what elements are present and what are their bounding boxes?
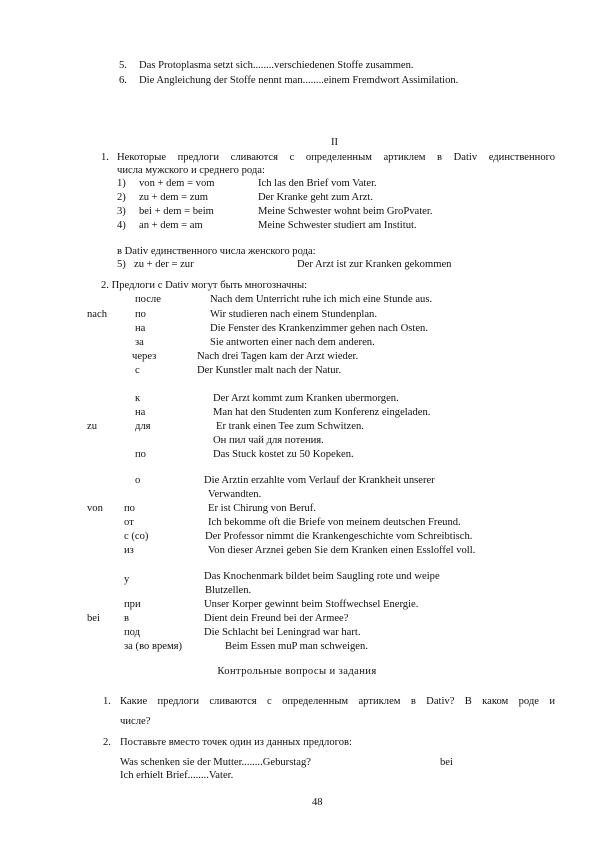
preposition-label: von bbox=[87, 503, 103, 514]
meaning: для bbox=[135, 421, 151, 432]
meaning: по bbox=[124, 503, 135, 514]
meaning: за bbox=[135, 337, 144, 348]
contraction-example: Meine Schwester wohnt beim GroPvater. bbox=[258, 206, 433, 217]
example: Nach drei Tagen kam der Arzt wieder. bbox=[197, 351, 359, 362]
example: Unser Korper gewinnt beim Stoffwechsel Energie. bbox=[204, 599, 419, 610]
meaning: в bbox=[124, 613, 130, 624]
example: Die Fenster des Krankenzimmer gehen nach Osten. bbox=[210, 323, 428, 334]
meaning: с (со) bbox=[124, 531, 149, 542]
meaning: на bbox=[135, 323, 146, 334]
exercise-line: Was schenken sie der Mutter........Geburstag? bbox=[120, 757, 311, 768]
example: Verwandten. bbox=[208, 489, 262, 500]
contraction-num: 1) bbox=[117, 178, 126, 189]
contraction-rule: zu + dem = zum bbox=[139, 192, 209, 203]
preposition-label: nach bbox=[87, 309, 107, 320]
question-text-line2: числе? bbox=[120, 716, 151, 727]
meaning: по bbox=[135, 309, 146, 320]
example: Beim Essen muP man schweigen. bbox=[225, 641, 368, 652]
question-text: Поставьте вместо точек один из данных предлогов: bbox=[120, 737, 352, 748]
example: Wir studieren nach einem Stundenplan. bbox=[210, 309, 377, 320]
list-item: Das Protoplasma setzt sich........verschiedenen Stoffe zusammen. bbox=[139, 60, 414, 71]
example: Die Arztin erzahlte vom Verlauf der Krankheit unserer bbox=[204, 475, 435, 486]
paragraph-text-line2: числа мужского и среднего рода: bbox=[117, 165, 265, 176]
example: Der Kunstler malt nach der Natur. bbox=[197, 365, 342, 376]
meaning: за (во время) bbox=[124, 641, 183, 652]
contraction-example: Der Kranke geht zum Arzt. bbox=[258, 192, 374, 203]
example: Er ist Chirung von Beruf. bbox=[208, 503, 316, 514]
meaning: при bbox=[124, 599, 141, 610]
meaning: от bbox=[124, 517, 134, 528]
question-number: 2. bbox=[103, 737, 111, 748]
example: Von dieser Arznei geben Sie dem Kranken einen Essloffel voll. bbox=[208, 545, 476, 556]
exercise-line: Ich erhielt Brief........Vater. bbox=[120, 770, 234, 781]
preposition-label: zu bbox=[87, 421, 97, 432]
list-num: 5. bbox=[119, 60, 127, 71]
meaning: к bbox=[135, 393, 141, 404]
meaning: о bbox=[135, 475, 141, 486]
list-item: Die Angleichung der Stoffe nennt man........einem Fremdwort Assimilation. bbox=[139, 75, 459, 86]
example: Das Stuck kostet zu 50 Kopeken. bbox=[213, 449, 354, 460]
option-word: bei bbox=[440, 757, 453, 768]
contraction-num: 4) bbox=[117, 220, 126, 231]
item-number: 1. bbox=[101, 152, 109, 163]
list-num: 6. bbox=[119, 75, 127, 86]
contraction-rule: bei + dem = beim bbox=[139, 206, 214, 217]
paragraph-text: Некоторые предлоги сливаются с определенным артиклем в Dativ единственного bbox=[117, 152, 555, 163]
example: Ich bekomme oft die Briefe von meinem deutschen Freund. bbox=[208, 517, 461, 528]
page-number: 48 bbox=[312, 797, 323, 808]
example: Er trank einen Tee zum Schwitzen. bbox=[216, 421, 364, 432]
meaning: у bbox=[124, 574, 130, 585]
contraction-example: Ich las den Brief vom Vater. bbox=[258, 178, 377, 189]
contraction-rule: an + dem = am bbox=[139, 220, 203, 231]
preposition-label: bei bbox=[87, 613, 100, 624]
section-heading: 2. Предлоги с Dativ могут быть многозначны: bbox=[101, 280, 308, 291]
example: Der Arzt kommt zum Kranken ubermorgen. bbox=[213, 393, 399, 404]
meaning: под bbox=[124, 627, 141, 638]
example: Sie antworten einer nach dem anderen. bbox=[210, 337, 375, 348]
meaning: по bbox=[135, 449, 146, 460]
meaning: после bbox=[135, 294, 161, 305]
meaning: через bbox=[132, 351, 157, 362]
section-number: II bbox=[331, 137, 339, 148]
contraction-num: 2) bbox=[117, 192, 126, 203]
contraction-example: Meine Schwester studiert am Institut. bbox=[258, 220, 417, 231]
contraction-num: 5) bbox=[117, 259, 126, 270]
example: Dient dein Freund bei der Armee? bbox=[204, 613, 349, 624]
contraction-example: Der Arzt ist zur Kranken gekommen bbox=[297, 259, 452, 270]
example: Blutzellen. bbox=[205, 585, 252, 596]
example: Он пил чай для потения. bbox=[213, 435, 324, 446]
contraction-rule: von + dem = vom bbox=[139, 178, 215, 189]
example: Die Schlacht bei Leningrad war hart. bbox=[204, 627, 361, 638]
meaning: с bbox=[135, 365, 140, 376]
control-title: Контрольные вопросы и задания bbox=[217, 666, 377, 677]
example: Der Professor nimmt die Krankengeschichte vom Schreibtisch. bbox=[205, 531, 473, 542]
meaning: из bbox=[124, 545, 134, 556]
contraction-rule: zu + der = zur bbox=[134, 259, 194, 270]
example: Nach dem Unterricht ruhe ich mich eine Stunde aus. bbox=[210, 294, 433, 305]
meaning: на bbox=[135, 407, 146, 418]
example: Das Knochenmark bildet beim Saugling rote und weipe bbox=[204, 571, 440, 582]
question-number: 1. bbox=[103, 696, 111, 707]
feminine-heading: в Dativ единственного числа женского рода: bbox=[117, 246, 316, 257]
contraction-num: 3) bbox=[117, 206, 126, 217]
question-text: Какие предлоги сливаются с определенным артиклем в Dativ? В каком роде и bbox=[120, 696, 555, 707]
example: Man hat den Studenten zum Konferenz eingeladen. bbox=[213, 407, 431, 418]
